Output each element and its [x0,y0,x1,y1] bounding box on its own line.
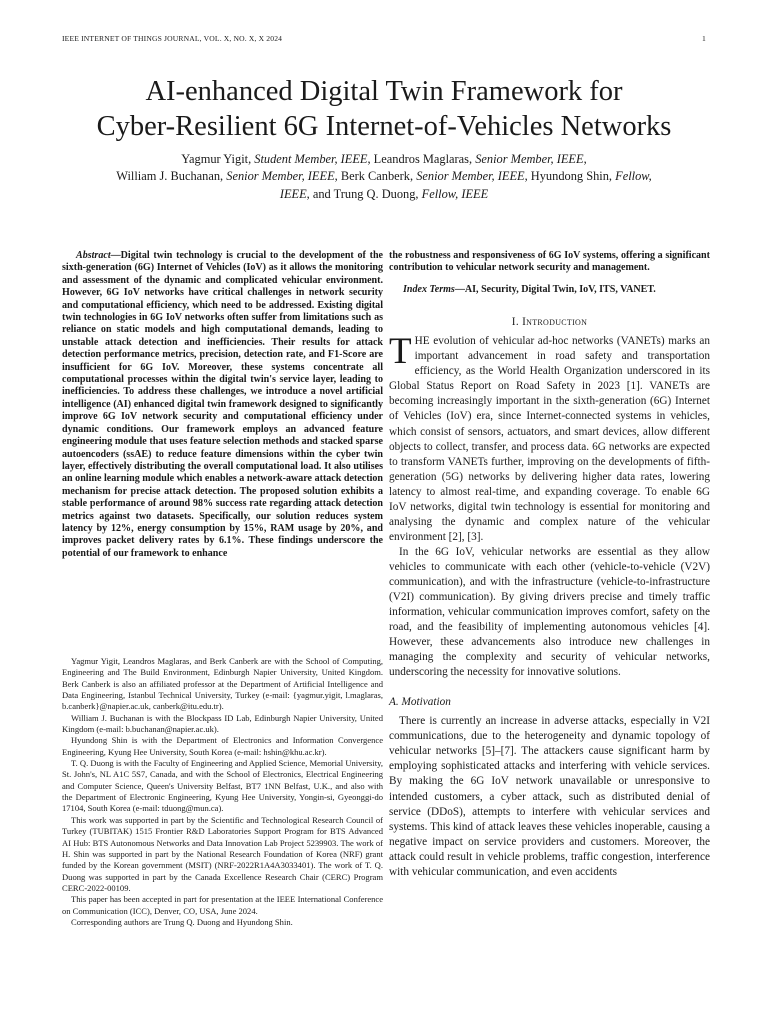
footnote-affiliation-4: T. Q. Duong is with the Faculty of Engineering and Applied Science, Memorial University, St. John's, NL A1C 5S7, Canada, and with the School of Electronics, Electrical Engineering and Computer Science, Queen's University Belfast, BT7 1NN Belfast, U.K., and also with the Department of Electronic Engineering, Kyung Hee University, Yongin-si, Gyeonggi-do 17104, South Korea (e-mail: tduong@mun.ca). [62,758,383,814]
author-membership: Senior Member, IEEE [416,169,525,184]
running-header [62,34,706,43]
intro-paragraph-2: In the 6G IoV, vehicular networks are essential as they allow vehicles to communicate with each other (vehicle-to-vehicle (V2V) communication), and with the infrastructure (vehicle-to-infrastructure (V2I) communication). By giving drivers precise and timely traffic information, vehicular communication improves comfort, safety on the road, and the feasibility of implementing autonomous vehicles [4]. However, these advancements also introduce new challenges in managing the complexity and security of vehicular networks, underscoring the necessity for innovative solutions. [389,545,710,679]
intro-text-1: evolution of vehicular ad-hoc networks (VANETs) marks an important advancement in road safety and transportation efficiency, as the World Health Organization underscored in its Global Status Report on Road Safety in 2023 [1]. VANETs are becoming increasingly important in the sixth-generation (6G) Internet of Vehicles (IoV) era, since Internet-connected systems in vehicles, which consist of sensors, actuators, and smart devices, allow different objects to collect, transfer, and process data. 6G networks are expected to transform VANETs further, improving on the developments of fifth-generation (5G) networks by delivering higher data rates, lowering latency to almost real-time, and expanding coverage. To enable 6G IoV networks, digital twin technology is essential for monitoring and analysing the dynamic and complex nature of the vehicular environment [2], [3]. [389,335,710,543]
author-membership: IEEE [279,186,307,201]
abstract-text: —Digital twin technology is crucial to the development of the sixth-generation (6G) Internet of Vehicles (IoV) as it allows the monitoring and assessment of the dynamic and complicated vehicular environment. However, 6G IoV networks have critical challenges in network security and computational efficiency, which need to be addressed. Existing digital twin technologies in 6G IoV networks often suffer from limitations such as reliance on static models and high computational demands, leading to unstable attack detection and inefficiencies. Their results for attack detection performance metrics, precision, detection rate, and F1-Score are insufficient for 6G IoV. Moreover, these systems concentrate all computational processes within the digital twin's service layer, leading to inefficiencies. To address these challenges, we introduce a novel artificial intelligence (AI) enhanced digital twin framework designed to significantly improve 6G IoV network security and computational efficiency under dynamic conditions. Our framework employs an advanced feature engineering module that uses feature selection methods and stacked sparse autoencoders (ssAE) to reduce feature dimensions within the cyber twin layer, effectively distributing the overall computational load. It also utilises an online learning module which enables a network-aware attack detection mechanism for precise attack detection. The proposed solution exhibits a stable performance of around 98% success rate regarding attack detection metrics against two datasets. Specifically, our solution reduces system latency by 12%, energy consumption by 15%, RAM usage by 20%, and improves packet delivery rates by 6.1%. These findings underscore the potential of our framework to enhance [62,250,383,559]
author-line-1 [60,151,708,168]
intro-paragraph-1 [389,331,710,545]
author-name: William J. Buchanan, [116,169,227,184]
footnote-corresponding: Corresponding authors are Trung Q. Duong and Hyundong Shin. [71,916,293,927]
motivation-paragraph-1: There is currently an increase in adverse attacks, especially in V2I communications, due to the heterogeneity and dynamic topology of vehicular networks [5]–[7]. The attackers cause significant harm by employing sophisticated attacks and interfering with vehicle services. By making the 6G IoV network unavailable or unresponsive to intended customers, a cyber attack, such as distributed denial of service (DDoS), attempts to interfere with vehicular services and systems. This kind of attack leaves these vehicles inoperable, causing a negative impact on service providers and customers. Moreover, the attack could result in vehicle problems, traffic congestion, interference with vehicular communication, and even accidents [389,715,710,878]
footnote-affiliation-3: Hyundong Shin is with the Department of Electronics and Information Convergence Engineering, Kyung Hee University, South Korea (e-mail: hshin@khu.ac.kr). [62,735,383,757]
author-name: , and Trung Q. Duong, [306,186,422,201]
author-name: , Leandros Maglaras, [367,152,476,166]
section-heading-introduction [389,316,710,328]
intro-caps: HE [414,335,430,348]
title-line-1: AI-enhanced Digital Twin Framework for [145,76,623,107]
subsection-heading-motivation: A. Motivation [389,696,451,709]
abstract-continuation: the robustness and responsiveness of 6G IoV systems, offering a significant contribution to vehicular network security and management. [389,250,710,274]
footnote-affiliation-2: William J. Buchanan is with the Blockpass ID Lab, Edinburgh Napier University, United Kingdom (e-mail: b.buchanan@napier.ac.uk). [62,712,383,735]
author-membership: Senior Member, IEEE [475,152,584,166]
index-terms [389,284,710,296]
footnotes [62,656,383,928]
left-column [62,250,383,560]
author-membership: Fellow, [615,169,652,184]
abstract-label: Abstract [76,250,111,261]
section-number: I. [511,316,523,329]
title-line-2: Cyber-Resilient 6G Internet-of-Vehicles Networks [96,111,672,142]
author-name: , Berk Canberk, [334,169,417,184]
footnote-conference: This paper has been accepted in part for presentation at the IEEE International Conference on Communication (ICC), Denver, CO, USA, June 2024. [62,894,383,916]
right-column [389,250,710,880]
index-terms-label: Index Terms [403,283,455,295]
author-membership: Student Member, IEEE [254,152,368,166]
footnote-funding: This work was supported in part by the Scientific and Technological Research Council of Turkey (TUBITAK) 1515 Frontier R&D Laboratories Support Program for BTS Advanced AI Hub: BTS Autonomous Networks and Data Innovation Lab Project 5239903. The work of H. Shin was supported in part by the National Research Foundation of Korea (NRF) grant funded by the Korean government (MSIT) (NRF-2022R1A4A3033401). The work of T. Q. Duong was supported in part by the Canada Excellence Research Chair (CERC) Program CERC-2022-00109. [62,814,383,893]
author-membership: Senior Member, IEEE [226,169,335,184]
author-list [60,151,708,203]
page-number: 1 [702,34,706,43]
author-membership: Fellow, IEEE [421,186,489,201]
section-title: Introduction [522,316,588,329]
index-terms-text: —AI, Security, Digital Twin, IoV, ITS, VANET. [454,283,656,295]
footnote-affiliation-1: Yagmur Yigit, Leandros Maglaras, and Berk Canberk are with the School of Computing, Engineering and The Build Environment, Edinburgh Napier University, United Kingdom. Berk Canberk is also an affiliated professor at the Department of Artificial Intelligence and Data Engineering, Istanbul Technical University, Turkey (e-mail: {yagmur.yigit, l.maglaras, b.canberk}@napier.ac.uk, canberk@itu.edu.tr). [62,656,383,712]
author-line-3 [60,186,708,203]
journal-info: IEEE INTERNET OF THINGS JOURNAL, VOL. X, NO. X, X 2024 [62,34,283,43]
author-name: , Hyundong Shin, [524,169,616,184]
abstract [62,250,383,560]
author-separator: , [583,152,587,166]
author-line-2 [60,168,708,185]
drop-cap: T [389,331,412,373]
author-name: Yagmur Yigit, [181,152,255,166]
paper-title [0,74,768,144]
